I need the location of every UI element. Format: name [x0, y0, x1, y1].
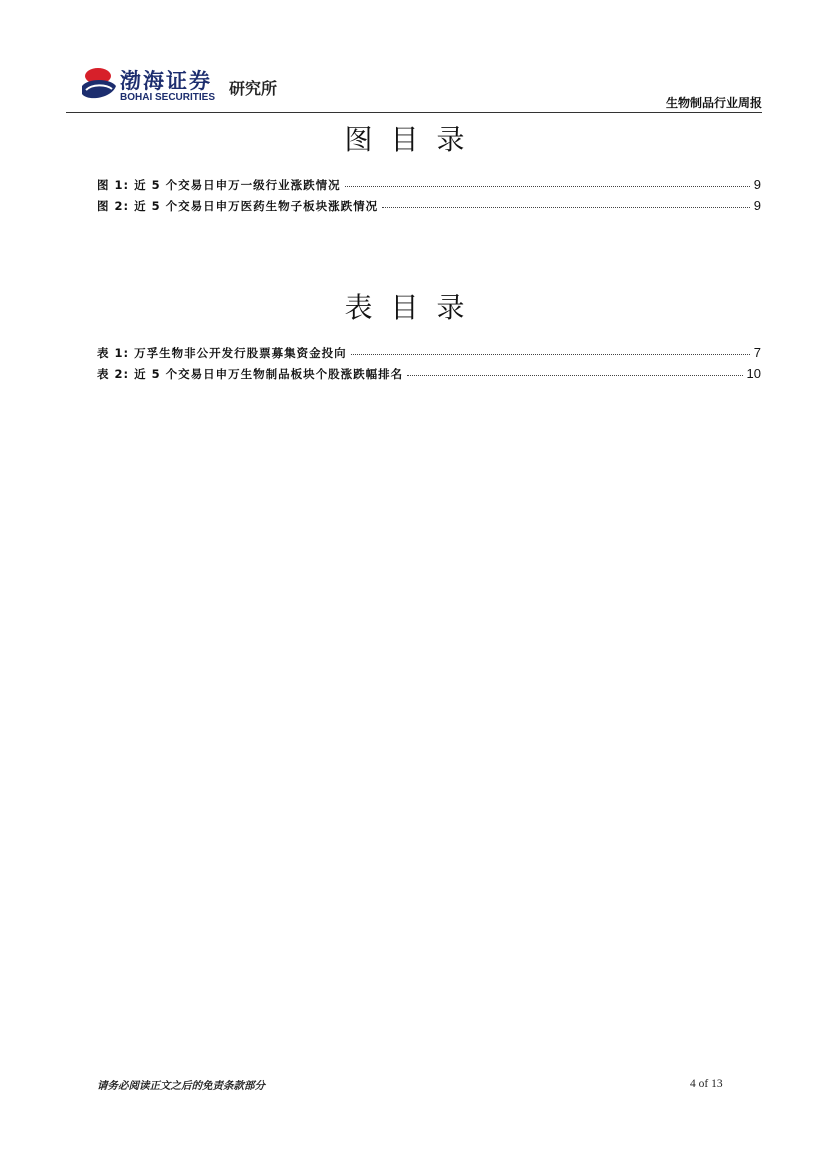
toc-entry[interactable] [97, 366, 761, 387]
toc-entry-label: 图 2: 近 5 个交易日申万医药生物子板块涨跌情况 [97, 199, 379, 213]
toc-entry[interactable] [97, 345, 761, 366]
toc-entry-page: 7 [753, 345, 761, 360]
brand-name-en: BOHAI SECURITIES [120, 92, 216, 103]
toc-entry[interactable] [97, 177, 761, 198]
toc-leader [345, 185, 750, 187]
toc-entry-page: 10 [746, 366, 761, 381]
toc-entry-label: 表 1: 万孚生物非公开发行股票募集资金投向 [97, 346, 347, 360]
toc-entry-label: 表 2: 近 5 个交易日申万生物制品板块个股涨跌幅排名 [97, 367, 404, 381]
toc-leader [407, 374, 742, 376]
toc-entry[interactable] [97, 198, 761, 219]
toc-leader [351, 353, 750, 355]
tables-toc-list [97, 345, 761, 387]
brand-name-cn: 渤海证券 [120, 68, 212, 93]
page-header [66, 62, 762, 114]
header-divider [66, 112, 762, 113]
figures-toc-title: 图目录 [344, 123, 483, 156]
toc-entry-label: 图 1: 近 5 个交易日申万一级行业涨跌情况 [97, 178, 341, 192]
figures-toc-list [97, 177, 761, 219]
toc-leader [382, 206, 750, 208]
bohai-logo-icon [78, 64, 118, 104]
tables-toc-title: 表目录 [344, 291, 483, 324]
toc-entry-page: 9 [753, 177, 761, 192]
brand-institute: 研究所 [229, 79, 278, 98]
page-indicator: 4 of 13 [690, 1078, 723, 1090]
footer-disclaimer: 请务必阅读正文之后的免责条款部分 [97, 1080, 265, 1092]
report-type: 生物制品行业周报 [665, 96, 762, 110]
toc-entry-page: 9 [753, 198, 761, 213]
